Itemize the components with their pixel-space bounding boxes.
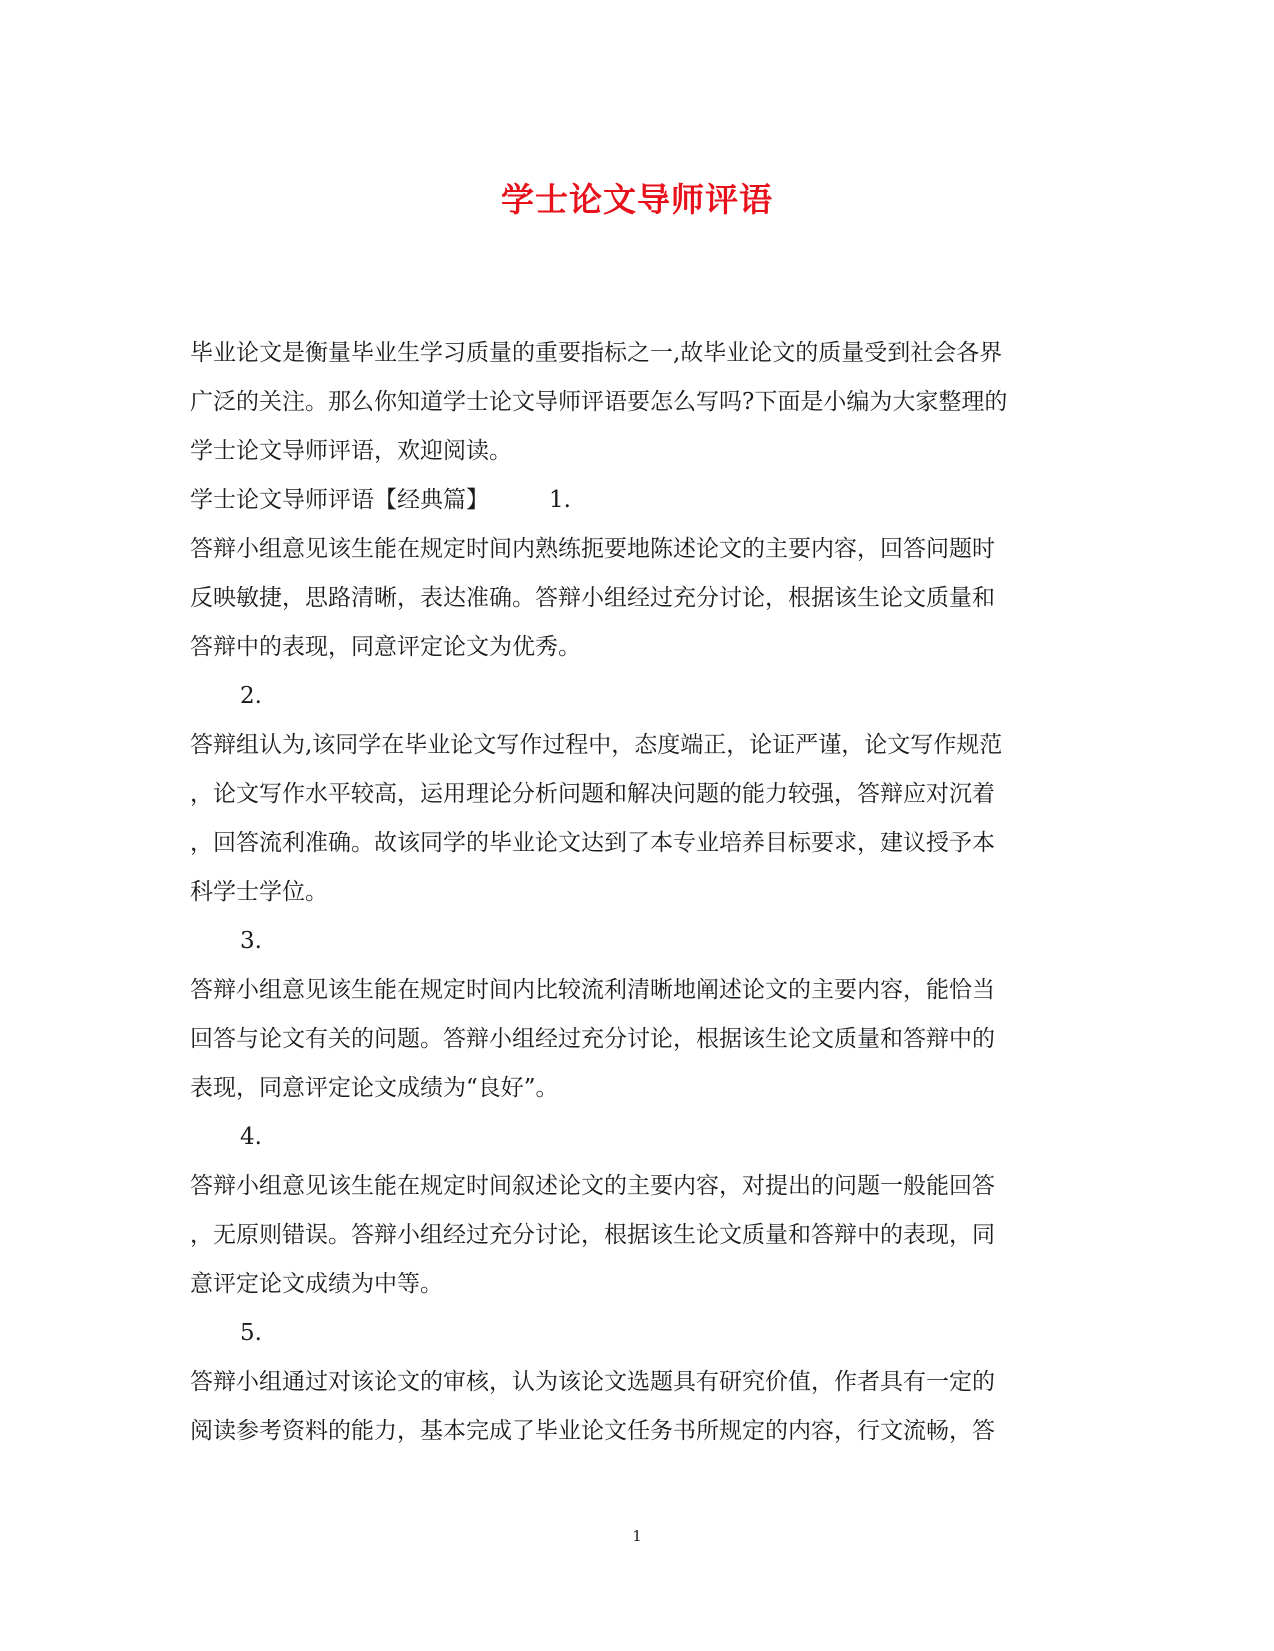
- item-number: 4.: [240, 1124, 262, 1150]
- comment-line: 答辩中的表现，同意评定论文为优秀。: [190, 634, 581, 660]
- comment-line: 答辩小组意见该生能在规定时间内比较流利清晰地阐述论文的主要内容，能恰当: [190, 977, 995, 1003]
- comment-line: 意评定论文成绩为中等。: [190, 1271, 443, 1297]
- section-heading: 学士论文导师评语【经典篇】: [190, 487, 489, 513]
- document-body: [190, 329, 1080, 1456]
- comment-line: 科学士学位。: [190, 879, 328, 905]
- item-number: 2.: [240, 683, 262, 709]
- comment-line: ，回答流利准确。故该同学的毕业论文达到了本专业培养目标要求，建议授予本: [190, 830, 995, 856]
- comment-line: 答辩小组意见该生能在规定时间叙述论文的主要内容，对提出的问题一般能回答: [190, 1173, 995, 1199]
- intro-line: 毕业论文是衡量毕业生学习质量的重要指标之一,故毕业论文的质量受到社会各界: [190, 340, 1003, 366]
- comment-line: 反映敏捷，思路清晰，表达准确。答辩小组经过充分讨论，根据该生论文质量和: [190, 585, 995, 611]
- comment-line: 表现，同意评定论文成绩为“良好”。: [190, 1075, 559, 1101]
- comment-line: 阅读参考资料的能力，基本完成了毕业论文任务书所规定的内容，行文流畅，答: [190, 1418, 995, 1444]
- intro-line: 广泛的关注。那么你知道学士论文导师评语要怎么写吗?下面是小编为大家整理的: [190, 389, 1008, 415]
- comment-line: ，无原则错误。答辩小组经过充分讨论，根据该生论文质量和答辩中的表现，同: [190, 1222, 995, 1248]
- page-number: 1: [632, 1527, 642, 1545]
- intro-line: 学士论文导师评语，欢迎阅读。: [190, 438, 512, 464]
- section-heading-line: [190, 476, 1080, 525]
- comment-line: 答辩小组通过对该论文的审核，认为该论文选题具有研究价值，作者具有一定的: [190, 1369, 995, 1395]
- comment-line: ，论文写作水平较高，运用理论分析问题和解决问题的能力较强，答辩应对沉着: [190, 781, 995, 807]
- comment-line: 答辩组认为,该同学在毕业论文写作过程中，态度端正，论证严谨，论文写作规范: [190, 732, 1003, 758]
- item-number: 1.: [549, 487, 571, 513]
- comment-line: 答辩小组意见该生能在规定时间内熟练扼要地陈述论文的主要内容，回答问题时: [190, 536, 995, 562]
- comment-line: 回答与论文有关的问题。答辩小组经过充分讨论，根据该生论文质量和答辩中的: [190, 1026, 995, 1052]
- item-number: 3.: [240, 928, 262, 954]
- item-number: 5.: [240, 1320, 262, 1346]
- document-title: 学士论文导师评语: [501, 180, 773, 219]
